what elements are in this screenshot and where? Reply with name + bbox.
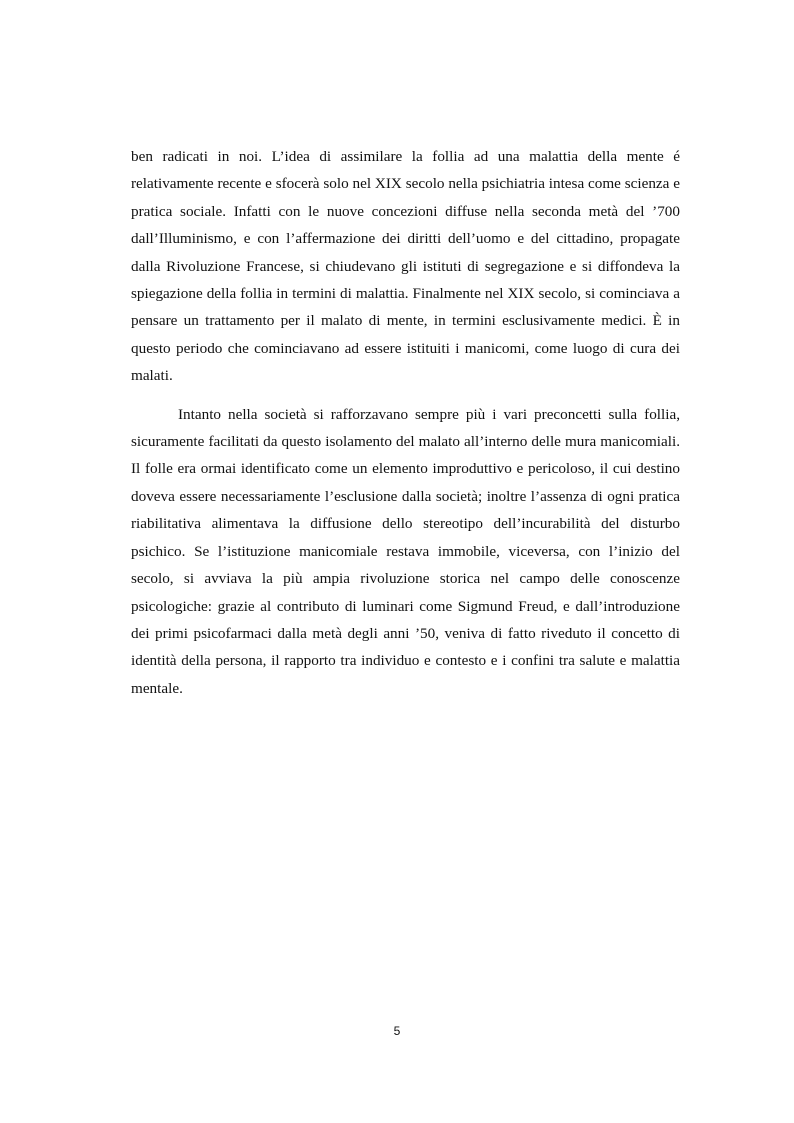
paragraph-2: Intanto nella società si rafforzavano sempre più i vari preconcetti sulla follia, sicuramente facilitati da questo isolamento del malato all’interno delle mura manicomiali. Il folle era ormai identificato come un elemento improduttivo e pericoloso, il cui destino doveva essere necessariamente l’esclusione dalla società; inoltre l’assenza di ogni pratica riabilitativa alimentava la diffusione dello stereotipo dell’incurabilità del disturbo psichico. Se l’istituzione manicomiale restava immobile, viceversa, con l’inizio del secolo, si avviava la più ampia rivoluzione storica nel campo delle conoscenze psicologiche: grazie al contributo di luminari come Sigmund Freud, e dall’introduzione dei primi psicofarmaci dalla metà degli anni ’50, veniva di fatto riveduto il concetto di identità della persona, il rapporto tra individuo e contesto e i confini tra salute e malattia mentale. [131,405,680,697]
page-number: 5 [393,1024,401,1038]
paragraph-1: ben radicati in noi. L’idea di assimilare la follia ad una malattia della mente é relativamente recente e sfocerà solo nel XIX secolo nella psichiatria intesa come scienza e pratica sociale. Infatti con le nuove concezioni diffuse nella seconda metà del ’700 dall’Illuminismo, e con l’affermazione dei diritti dell’uomo e del cittadino, propagate dalla Rivoluzione Francese, si chiudevano gli istituti di segregazione e si diffondeva la spiegazione della follia in termini di malattia. Finalmente nel XIX secolo, si cominciava a pensare un trattamento per il malato di mente, in termini esclusivamente medici. È in questo periodo che cominciavano ad essere istituiti i manicomi, come luogo di cura dei malati. [131,148,680,385]
body-text [131,143,680,713]
